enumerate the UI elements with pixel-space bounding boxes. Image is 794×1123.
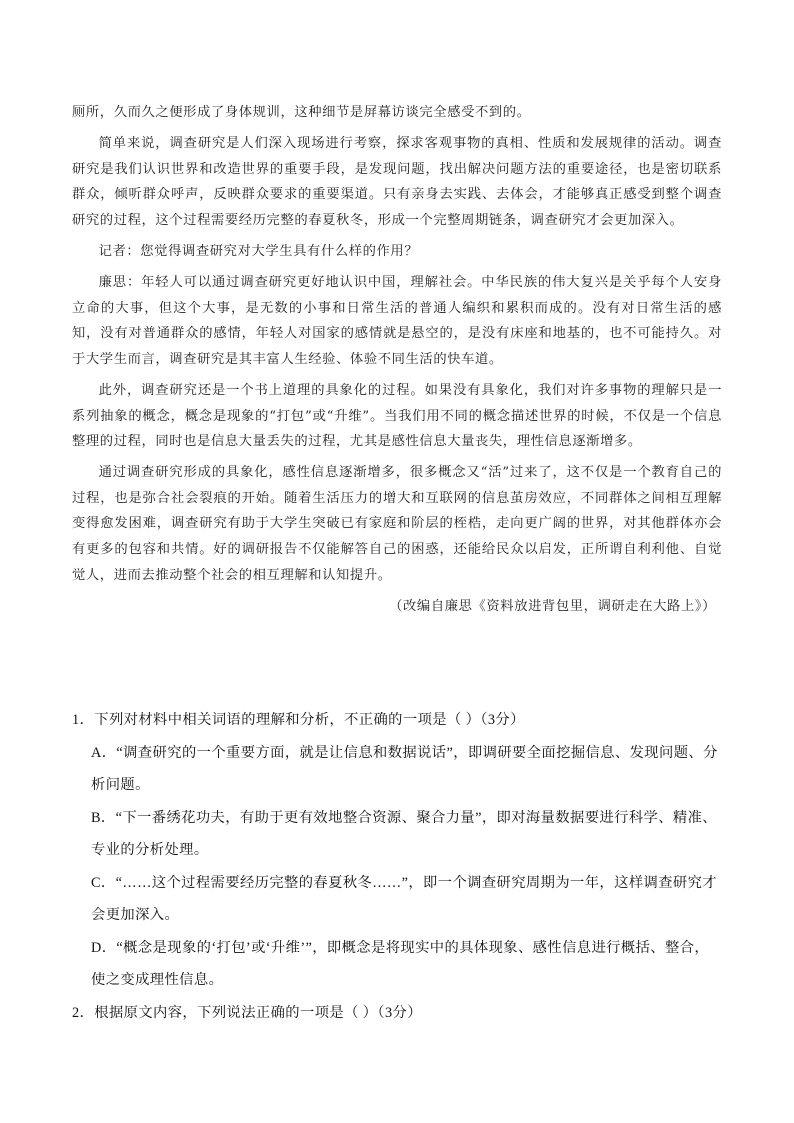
question-1 <box>72 704 722 997</box>
option-d: D．“概念是现象的‘打包’或‘升维’”，即概念是将现实中的具体现象、感性信息进行概括、整合，使之变成理性信息。 <box>91 939 710 988</box>
passage-paragraph: 通过调查研究形成的具象化，感性信息逐渐增多，很多概念又“活”过来了，这不仅是一个教育自己的过程，也是弥合社会裂痕的开始。随着生活压力的增大和互联网的信息茧房效应，不同群体之间相互理解变得愈发困难，调查研究有助于大学生突破已有家庭和阶层的桎梏，走向更广阔的世界，对其他群体亦会有更多的包容和共情。好的调研报告不仅能解答自己的困惑，还能给民众以启发，正所谓自利利他、自觉觉人，进而去推动整个社会的相互理解和认知提升。 <box>72 465 722 583</box>
passage-source: （改编自廉思《资料放进背包里，调研走在大路上》） <box>389 598 716 614</box>
question-stem: 2．根据原文内容，下列说法正确的一项是（ ）（3分） <box>72 1004 422 1021</box>
question-section <box>72 704 722 1029</box>
passage-paragraph: 厕所，久而久之便形成了身体规训，这种细节是屏幕访谈完全感受不到的。 <box>72 105 531 120</box>
option-b: B．“下一番绣花功夫，有助于更有效地整合资源、聚合力量”，即对海量数据要进行科学、精准、专业的分析处理。 <box>91 809 717 858</box>
passage-paragraph: 廉思：年轻人可以通过调查研究更好地认识中国，理解社会。中华民族的伟大复兴是关乎每个人安身立命的大事，但这个大事，是无数的小事和日常生活的普通人编织和累积而成的。没有对日常生活的感知，没有对普通群众的感情，年轻人对国家的感情就是悬空的，是没有床座和地基的，也不可能持久。对于大学生而言，调查研究是其丰富人生经验、体验不同生活的快车道。 <box>72 275 722 367</box>
passage-paragraph: 此外，调查研究还是一个书上道理的具象化的过程。如果没有具象化，我们对许多事物的理解只是一系列抽象的概念，概念是现象的“打包”或“升维”。当我们用不同的概念描述世界的时候，不仅是一个信息整理的过程，同时也是信息大量丢失的过程，尤其是感性信息大量丧失，理性信息逐渐增多。 <box>72 382 722 450</box>
option-a: A．“调查研究的一个重要方面，就是让信息和数据说话”，即调研要全面挖掘信息、发现问题、分析问题。 <box>91 744 718 793</box>
question-stem: 1．下列对材料中相关词语的理解和分析，不正确的一项是（ ）（3分） <box>72 712 525 728</box>
passage-paragraph: 简单来说，调查研究是人们深入现场进行考察，探求客观事物的真相、性质和发展规律的活动。调查研究是我们认识世界和改造世界的重要手段，是发现问题，找出解决问题方法的重要途径，也是密切联系群众，倾听群众呼声，反映群众要求的重要渠道。只有亲身去实践、去体会，才能够真正感受到整个调查研究的过程，这个过程需要经历完整的春夏秋冬，形成一个完整周期链条，调查研究才会更加深入。 <box>72 136 722 228</box>
reading-passage <box>72 100 722 625</box>
option-c: C．“……这个过程需要经历完整的春夏秋冬……”，即一个调查研究周期为一年，这样调查研究才会更加深入。 <box>91 874 717 923</box>
question-2 <box>72 997 722 1030</box>
interview-question: 记者：您觉得调查研究对大学生具有什么样的作用？ <box>98 243 419 259</box>
